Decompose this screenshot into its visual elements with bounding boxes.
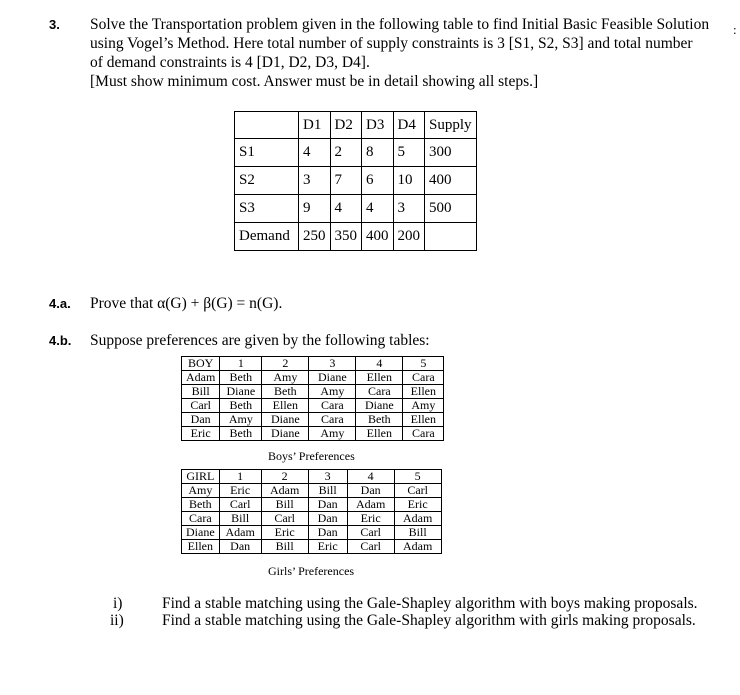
table-row [182, 470, 442, 484]
table-row [182, 399, 444, 413]
table-cell: Ellen [403, 385, 444, 399]
table-cell [425, 223, 477, 251]
boys-preferences-table [181, 356, 444, 441]
table-cell: Beth [262, 385, 309, 399]
table-cell: Diane [220, 385, 262, 399]
table-cell: 2 [261, 470, 308, 484]
girls-preferences-table [181, 469, 442, 554]
table-header-supply: Supply [425, 112, 477, 139]
demand-row [235, 223, 477, 251]
table-cell: 4 [347, 470, 394, 484]
table-cell: Amy [182, 484, 220, 498]
table-cell: Dan [219, 540, 261, 554]
table-cell: BOY [182, 357, 220, 371]
table-cell: Beth [220, 399, 262, 413]
table-cell: Cara [403, 371, 444, 385]
table-cell: 1 [219, 470, 261, 484]
question-3-number: 3. [49, 17, 60, 32]
question-3-text [90, 15, 709, 91]
table-row [182, 385, 444, 399]
table-cell: Dan [347, 484, 394, 498]
table-cell: 250 [299, 223, 331, 251]
table-cell: Ellen [262, 399, 309, 413]
table-row [182, 498, 442, 512]
table-cell: Bill [219, 512, 261, 526]
question-4a-text: Prove that α(G) + β(G) = n(G). [90, 295, 283, 312]
table-cell: Diane [356, 399, 403, 413]
table-cell: Amy [220, 413, 262, 427]
question-3-line-2: using Vogel’s Method. Here total number of supply constraints is 3 [S1, S2, S3] and total number [90, 35, 693, 52]
table-cell: 500 [425, 195, 477, 223]
table-row [182, 413, 444, 427]
table-cell: Adam [347, 498, 394, 512]
table-cell: Dan [308, 498, 347, 512]
table-cell: Diane [182, 526, 220, 540]
table-cell: Carl [394, 484, 441, 498]
table-header-d1: D1 [299, 112, 331, 139]
table-cell: 3 [308, 470, 347, 484]
table-row [182, 512, 442, 526]
table-cell: Amy [309, 385, 356, 399]
table-cell: 8 [362, 139, 394, 167]
table-cell: Beth [356, 413, 403, 427]
table-cell: Ellen [403, 413, 444, 427]
question-3-line-3: of demand constraints is 4 [D1, D2, D3, D4]. [90, 54, 370, 71]
table-cell: 7 [330, 167, 362, 195]
table-cell: 2 [262, 357, 309, 371]
table-cell: Beth [182, 498, 220, 512]
table-cell: 5 [403, 357, 444, 371]
table-cell: Ellen [356, 427, 403, 441]
table-cell: 1 [220, 357, 262, 371]
table-cell: Cara [403, 427, 444, 441]
table-cell: Bill [261, 498, 308, 512]
table-cell: Cara [356, 385, 403, 399]
table-row [235, 195, 477, 223]
table-cell: 4 [299, 139, 331, 167]
table-cell: 6 [362, 167, 394, 195]
table-cell: Adam [261, 484, 308, 498]
table-cell: Adam [219, 526, 261, 540]
table-cell: 10 [393, 167, 425, 195]
question-4b-text: Suppose preferences are given by the following tables: [90, 332, 430, 349]
subquestion-1-label: i) [113, 595, 123, 612]
table-cell: Diane [262, 413, 309, 427]
table-cell: GIRL [182, 470, 220, 484]
table-cell: Carl [347, 540, 394, 554]
table-cell: Amy [262, 371, 309, 385]
table-cell: Cara [182, 512, 220, 526]
table-cell: Adam [394, 512, 441, 526]
table-header-d2: D2 [330, 112, 362, 139]
table-cell: Amy [403, 399, 444, 413]
subquestion-2-label: ii) [110, 612, 124, 629]
table-cell: Eric [182, 427, 220, 441]
table-cell: 4 [330, 195, 362, 223]
table-cell: Bill [308, 484, 347, 498]
question-3-line-4: [Must show minimum cost. Answer must be in detail showing all steps.] [90, 73, 539, 90]
table-cell: Cara [309, 399, 356, 413]
table-row [182, 484, 442, 498]
subquestion-2-text: Find a stable matching using the Gale-Shapley algorithm with girls making proposals. [162, 612, 696, 629]
question-4b-number: 4.b. [49, 333, 72, 348]
table-cell: Dan [308, 512, 347, 526]
table-cell [235, 112, 299, 139]
table-cell: Beth [220, 371, 262, 385]
table-cell: 400 [425, 167, 477, 195]
table-cell: Dan [182, 413, 220, 427]
table-cell: Diane [309, 371, 356, 385]
boys-preferences-caption: Boys’ Preferences [268, 449, 355, 463]
question-3-line-1: Solve the Transportation problem given in the following table to find Initial Basic Feasible Solution [90, 16, 710, 33]
edge-mark: : [733, 22, 737, 37]
table-cell: Eric [261, 526, 308, 540]
table-cell: 300 [425, 139, 477, 167]
table-cell: Diane [262, 427, 309, 441]
table-cell: Beth [220, 427, 262, 441]
table-cell: Cara [309, 413, 356, 427]
table-row [235, 167, 477, 195]
table-header-d4: D4 [393, 112, 425, 139]
table-cell: Dan [308, 526, 347, 540]
table-cell: 5 [393, 139, 425, 167]
table-row [182, 371, 444, 385]
table-cell: 2 [330, 139, 362, 167]
table-cell: Eric [219, 484, 261, 498]
table-row [182, 540, 442, 554]
table-cell: 4 [362, 195, 394, 223]
girls-preferences-caption: Girls’ Preferences [268, 564, 355, 578]
table-cell: S2 [235, 167, 299, 195]
table-cell: Eric [308, 540, 347, 554]
table-cell: 3 [309, 357, 356, 371]
table-cell: Carl [182, 399, 220, 413]
table-cell: Carl [261, 512, 308, 526]
table-cell: 4 [356, 357, 403, 371]
table-row [182, 526, 442, 540]
table-cell: Bill [261, 540, 308, 554]
table-cell: Adam [182, 371, 220, 385]
table-cell: S1 [235, 139, 299, 167]
table-cell: 5 [394, 470, 441, 484]
table-cell: 350 [330, 223, 362, 251]
table-cell: S3 [235, 195, 299, 223]
table-cell: Eric [347, 512, 394, 526]
table-cell: 3 [393, 195, 425, 223]
table-cell: Bill [394, 526, 441, 540]
table-cell: Amy [309, 427, 356, 441]
table-cell: Ellen [182, 540, 220, 554]
table-row [182, 357, 444, 371]
table-header-d3: D3 [362, 112, 394, 139]
table-row [235, 139, 477, 167]
table-cell: Carl [219, 498, 261, 512]
table-cell: Bill [182, 385, 220, 399]
transportation-header-row [235, 112, 477, 139]
table-cell: Demand [235, 223, 299, 251]
table-cell: Ellen [356, 371, 403, 385]
table-cell: 400 [362, 223, 394, 251]
table-cell: 200 [393, 223, 425, 251]
subquestion-1-text: Find a stable matching using the Gale-Shapley algorithm with boys making proposals. [162, 595, 698, 612]
transportation-table [234, 111, 477, 251]
table-cell: Eric [394, 498, 441, 512]
table-cell: 3 [299, 167, 331, 195]
table-cell: 9 [299, 195, 331, 223]
table-cell: Adam [394, 540, 441, 554]
table-row [182, 427, 444, 441]
table-cell: Carl [347, 526, 394, 540]
question-4a-number: 4.a. [49, 296, 71, 311]
